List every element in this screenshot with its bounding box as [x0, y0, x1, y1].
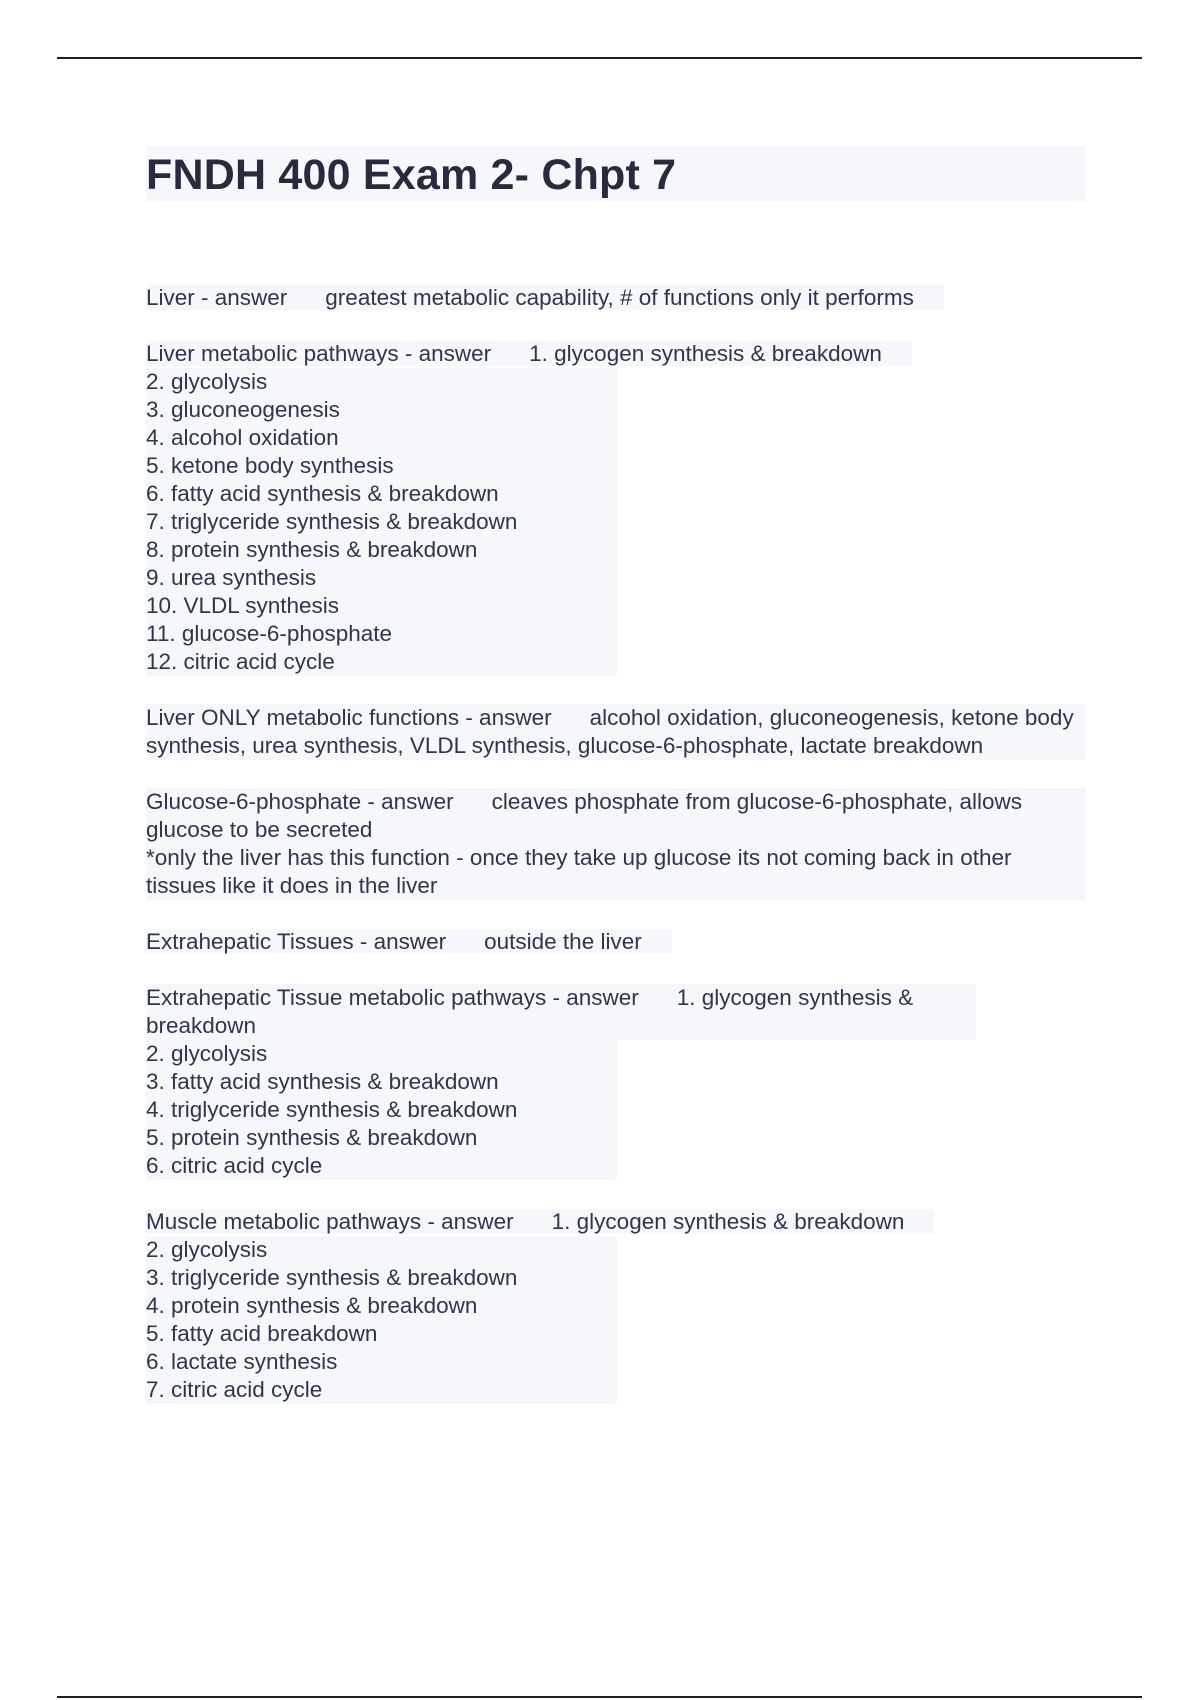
top-rule — [57, 57, 1142, 59]
pathway-list — [146, 1040, 617, 1180]
flashcard-header — [146, 984, 976, 1040]
flashcard-answer: outside the liver — [484, 929, 642, 954]
list-item: 7. citric acid cycle — [146, 1377, 323, 1402]
flashcard-liver-only — [146, 704, 1086, 760]
flashcard-liver — [146, 284, 1086, 312]
list-item: 2. glycolysis — [146, 1041, 268, 1066]
flashcard-term: Muscle metabolic pathways - answer — [146, 1209, 514, 1234]
flashcard-header — [146, 341, 912, 366]
list-item: 6. citric acid cycle — [146, 1153, 323, 1178]
list-item: 5. fatty acid breakdown — [146, 1321, 378, 1346]
flashcard-answer: greatest metabolic capability, # of functions only it performs — [325, 285, 914, 310]
list-item: 2. glycolysis — [146, 369, 268, 394]
list-item: 3. fatty acid synthesis & breakdown — [146, 1069, 499, 1094]
flashcard-header — [146, 929, 672, 954]
flashcard-term: Liver metabolic pathways - answer — [146, 341, 492, 366]
document-title: FNDH 400 Exam 2- Chpt 7 — [146, 146, 1086, 202]
list-item: 10. VLDL synthesis — [146, 593, 340, 618]
list-item: 7. triglyceride synthesis & breakdown — [146, 509, 518, 534]
flashcard-header — [146, 1209, 934, 1234]
document-body — [146, 146, 1086, 1432]
flashcard-answer: alcohol oxidation, gluconeogenesis, ketone body synthesis, urea synthesis, VLDL synthesis, glucose-6-phosphate, lactate breakdown — [146, 705, 1074, 758]
list-item: 4. alcohol oxidation — [146, 425, 339, 450]
flashcard-term: Glucose-6-phosphate - answer — [146, 789, 454, 814]
bottom-rule — [57, 1696, 1142, 1698]
flashcard-extrahepatic — [146, 928, 1086, 956]
list-item: 12. citric acid cycle — [146, 649, 335, 674]
flashcard-answer: 1. glycogen synthesis & breakdown — [146, 985, 914, 1038]
flashcard-extrahepatic-pathways — [146, 984, 1086, 1180]
flashcard-term: Extrahepatic Tissues - answer — [146, 929, 447, 954]
flashcard-header — [146, 285, 944, 310]
flashcard-term: Liver - answer — [146, 285, 288, 310]
flashcard-liver-pathways — [146, 340, 1086, 676]
flashcard-answer: 1. glycogen synthesis & breakdown — [529, 341, 882, 366]
list-item: 6. fatty acid synthesis & breakdown — [146, 481, 499, 506]
list-item: 5. ketone body synthesis — [146, 453, 394, 478]
flashcard-header — [146, 704, 1086, 760]
list-item: 3. gluconeogenesis — [146, 397, 340, 422]
flashcard-term: Liver ONLY metabolic functions - answer — [146, 705, 552, 730]
pathway-list — [146, 1236, 617, 1404]
flashcard-term: Extrahepatic Tissue metabolic pathways - answer — [146, 985, 639, 1010]
list-item: 5. protein synthesis & breakdown — [146, 1125, 478, 1150]
flashcard-answer: cleaves phosphate from glucose-6-phosphate, allows glucose to be secreted — [146, 789, 1022, 842]
list-item: 8. protein synthesis & breakdown — [146, 537, 478, 562]
pathway-list — [146, 368, 617, 676]
flashcard-answer: 1. glycogen synthesis & breakdown — [551, 1209, 905, 1234]
flashcard-list — [146, 284, 1086, 1404]
list-item: 2. glycolysis — [146, 1237, 268, 1262]
flashcard-glucose-6-phosphate — [146, 788, 1086, 900]
flashcard-note: *only the liver has this function - once they take up glucose its not coming back in other tissues like it does in the liver — [146, 844, 1086, 900]
flashcard-muscle-pathways — [146, 1208, 1086, 1404]
list-item: 6. lactate synthesis — [146, 1349, 338, 1374]
list-item: 4. triglyceride synthesis & breakdown — [146, 1097, 518, 1122]
list-item: 9. urea synthesis — [146, 565, 317, 590]
list-item: 3. triglyceride synthesis & breakdown — [146, 1265, 518, 1290]
list-item: 11. glucose-6-phosphate — [146, 621, 393, 646]
flashcard-header — [146, 788, 1086, 844]
list-item: 4. protein synthesis & breakdown — [146, 1293, 478, 1318]
